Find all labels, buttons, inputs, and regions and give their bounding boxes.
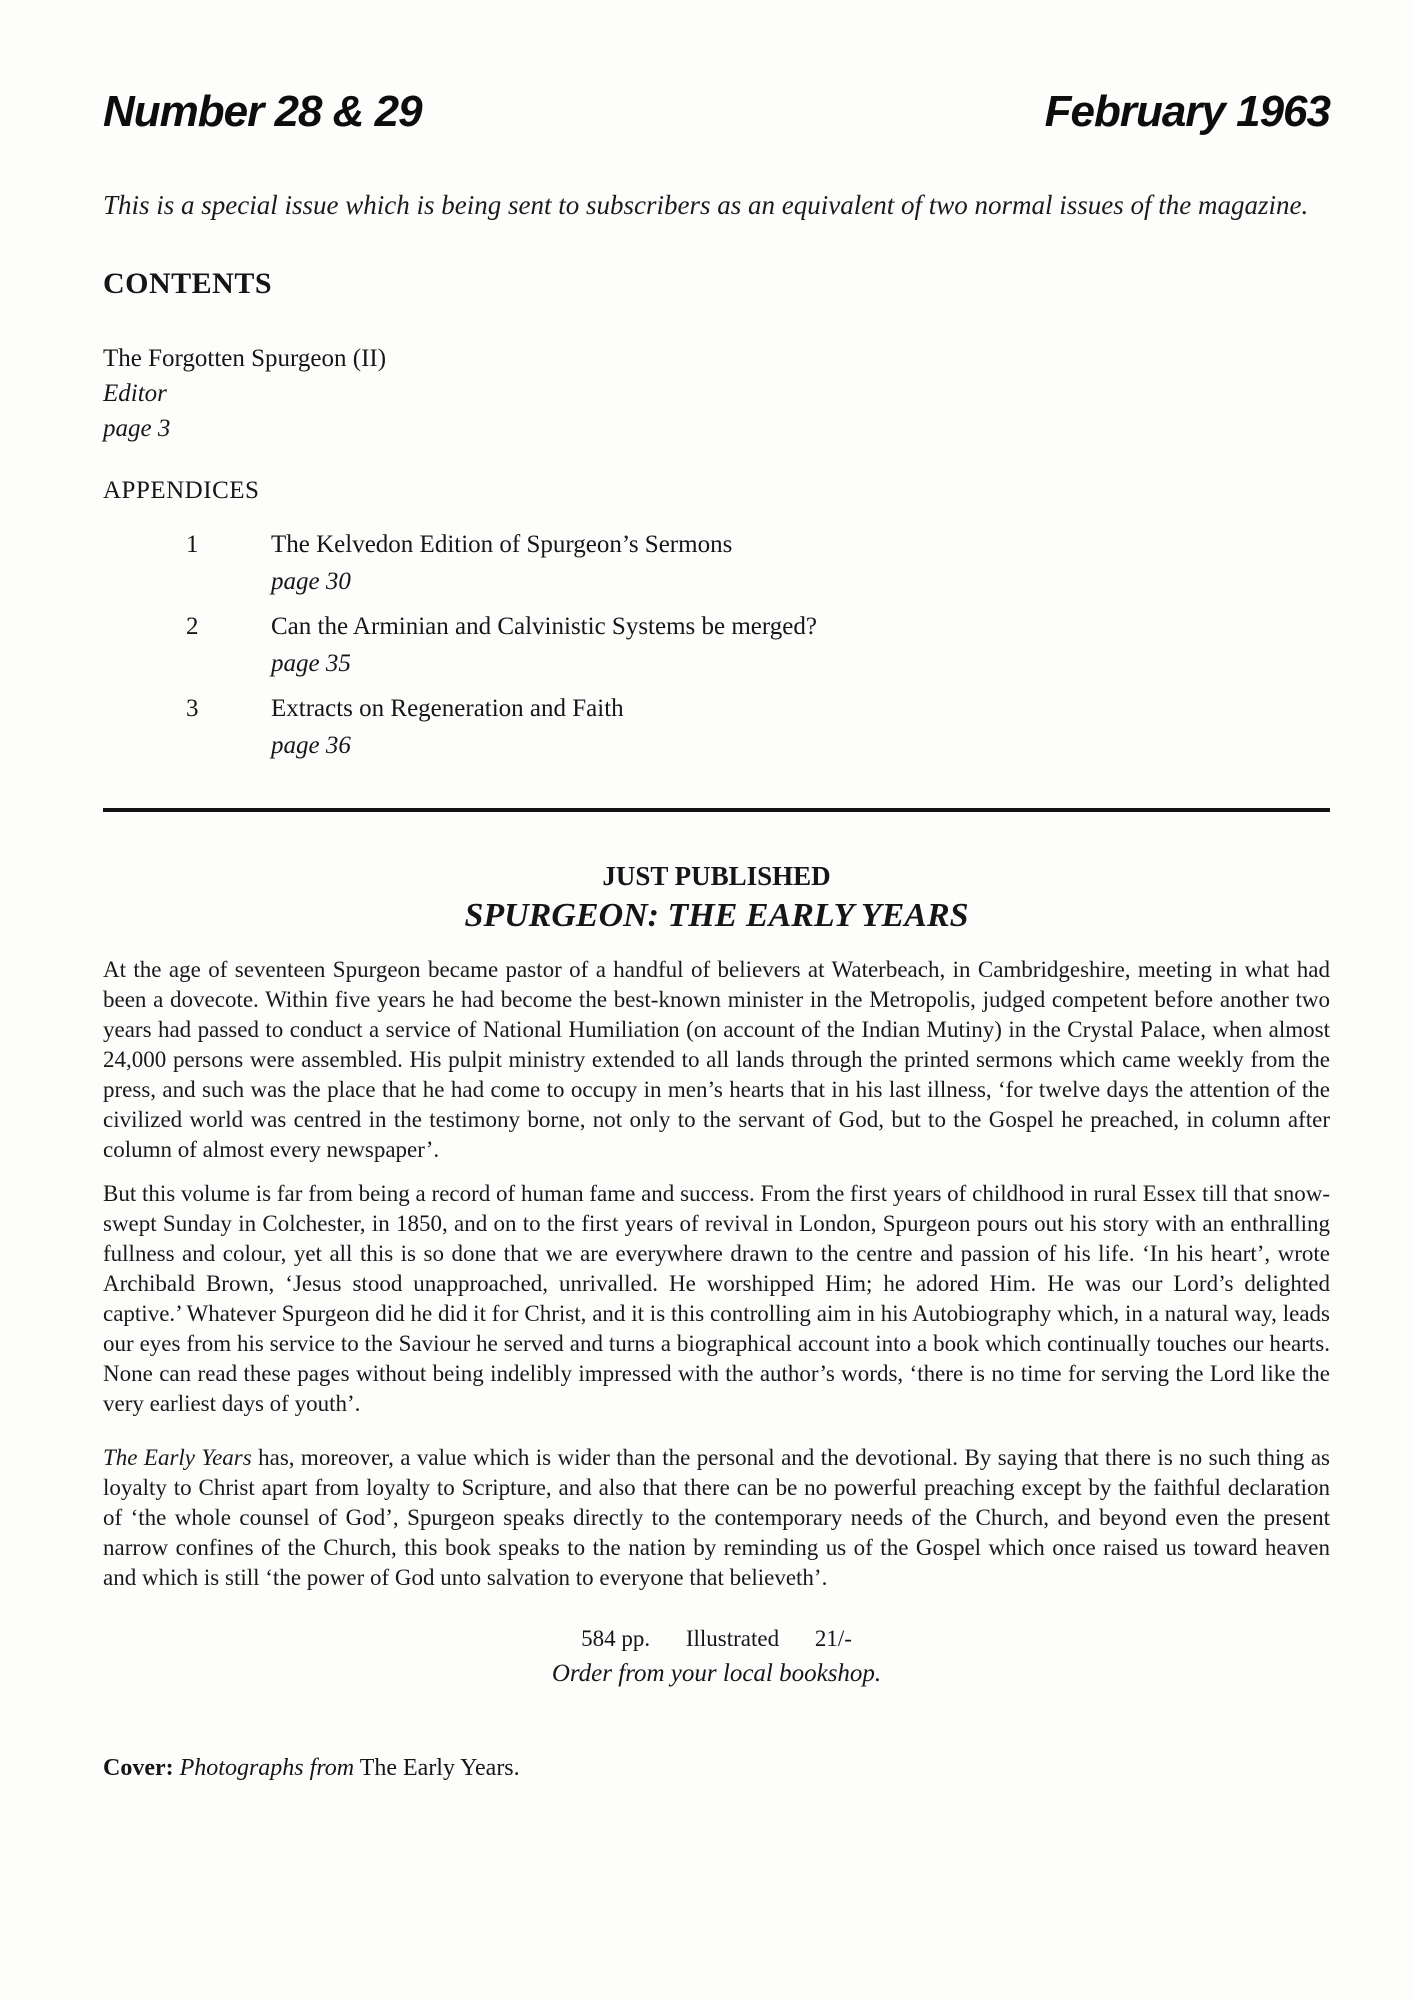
- just-published-heading: JUST PUBLISHED: [602, 861, 831, 891]
- illustrated-note: Illustrated: [685, 1626, 780, 1651]
- appendices-heading: APPENDICES: [103, 477, 260, 504]
- cover-note: [103, 1753, 1330, 1783]
- advert-paragraph-1: At the age of seventeen Spurgeon became pastor of a handful of believers at Waterbeach, in Cambridgeshire, meeting in what had been a dovecote. Within five years he had become the best-known minister in the Metropolis, judged competent before another two years had passed to conduct a service of National Humiliation (on account of the Indian Mutiny) in the Crystal Palace, when almost 24,000 persons were assembled. His pulpit ministry extended to all lands through the printed sermons which came weekly from the press, and such was the place that he had come to occupy in men’s hearts that in his last illness, ‘for twelve days the attention of the civilized world was centred in the testimony borne, not only to the servant of God, but to the Gospel he preached, in column after column of almost every newspaper’.: [103, 957, 1330, 1162]
- issue-date: February 1963: [1044, 87, 1330, 136]
- contents-entry: [103, 341, 1330, 446]
- appendix-page: page 30: [271, 568, 351, 595]
- publication-details: [103, 1625, 1330, 1653]
- price: 21/-: [814, 1626, 852, 1651]
- contents-heading: CONTENTS: [103, 267, 273, 300]
- appendix-page: page 36: [271, 732, 351, 759]
- entry-author: Editor: [103, 380, 167, 407]
- appendix-number: 3: [186, 695, 199, 722]
- masthead: [103, 0, 1330, 138]
- appendix-item: [103, 608, 1330, 682]
- issue-number: Number 28 & 29: [103, 87, 422, 136]
- appendix-page: page 35: [271, 650, 351, 677]
- appendix-number: 2: [186, 613, 199, 640]
- cover-credit-italic: Photographs from: [179, 1755, 355, 1781]
- appendix-number: 1: [186, 531, 199, 558]
- advert-paragraph-3: [103, 1443, 1330, 1593]
- appendix-title: Can the Arminian and Calvinistic Systems be merged?: [271, 613, 817, 640]
- appendix-title: The Kelvedon Edition of Spurgeon’s Sermons: [271, 531, 733, 558]
- cover-credit-title: The Early Years.: [359, 1755, 520, 1781]
- advert-paragraph-2: But this volume is far from being a record of human fame and success. From the first years of childhood in rural Essex till that snow-swept Sunday in Colchester, in 1850, and on to the first years of revival in London, Spurgeon pours out his story with an enthralling fullness and colour, yet all this is so done that we are everywhere drawn to the centre and passion of his life. ‘In his heart’, wrote Archibald Brown, ‘Jesus stood unapproached, unrivalled. He worshipped Him; he adored Him. He was our Lord’s delighted captive.’ Whatever Spurgeon did he did it for Christ, and it is this controlling aim in his Autobiography which, in a natural way, leads our eyes from his service to the Saviour he served and turns a biographical account into a book which continually touches our hearts. None can read these pages without being indelibly impressed with the author’s words, ‘there is no time for serving the Lord like the very earliest days of youth’.: [103, 1181, 1330, 1416]
- appendix-item: [103, 690, 1330, 764]
- entry-title: The Forgotten Spurgeon (II): [103, 345, 387, 372]
- special-issue-note: This is a special issue which is being sent to subscribers as an equivalent of two normal issues of the magazine.: [103, 190, 1309, 220]
- book-title: SPURGEON: THE EARLY YEARS: [464, 897, 969, 934]
- page-count: 584 pp.: [581, 1626, 651, 1651]
- paragraph-text: has, moreover, a value which is wider than the personal and the devotional. By saying that there is no such thing as loyalty to Christ apart from loyalty to Scripture, and also that there can be no powerful preaching except by the faithful declaration of ‘the whole counsel of God’, Spurgeon speaks directly to the contemporary needs of the Church, and beyond even the present narrow confines of the Church, this book speaks to the nation by reminding us of the Gospel which once raised us toward heaven and which is still ‘the power of God unto salvation to everyone that believeth’.: [103, 1445, 1330, 1590]
- section-divider: [103, 808, 1330, 812]
- appendix-list: [103, 526, 1330, 764]
- appendix-item: [103, 526, 1330, 600]
- entry-page: page 3: [103, 415, 171, 442]
- order-note: Order from your local bookshop.: [551, 1660, 882, 1687]
- book-advert: [103, 861, 1330, 1689]
- cover-label: Cover:: [103, 1755, 174, 1781]
- appendix-title: Extracts on Regeneration and Faith: [271, 695, 624, 722]
- book-title-inline: The Early Years: [103, 1445, 252, 1470]
